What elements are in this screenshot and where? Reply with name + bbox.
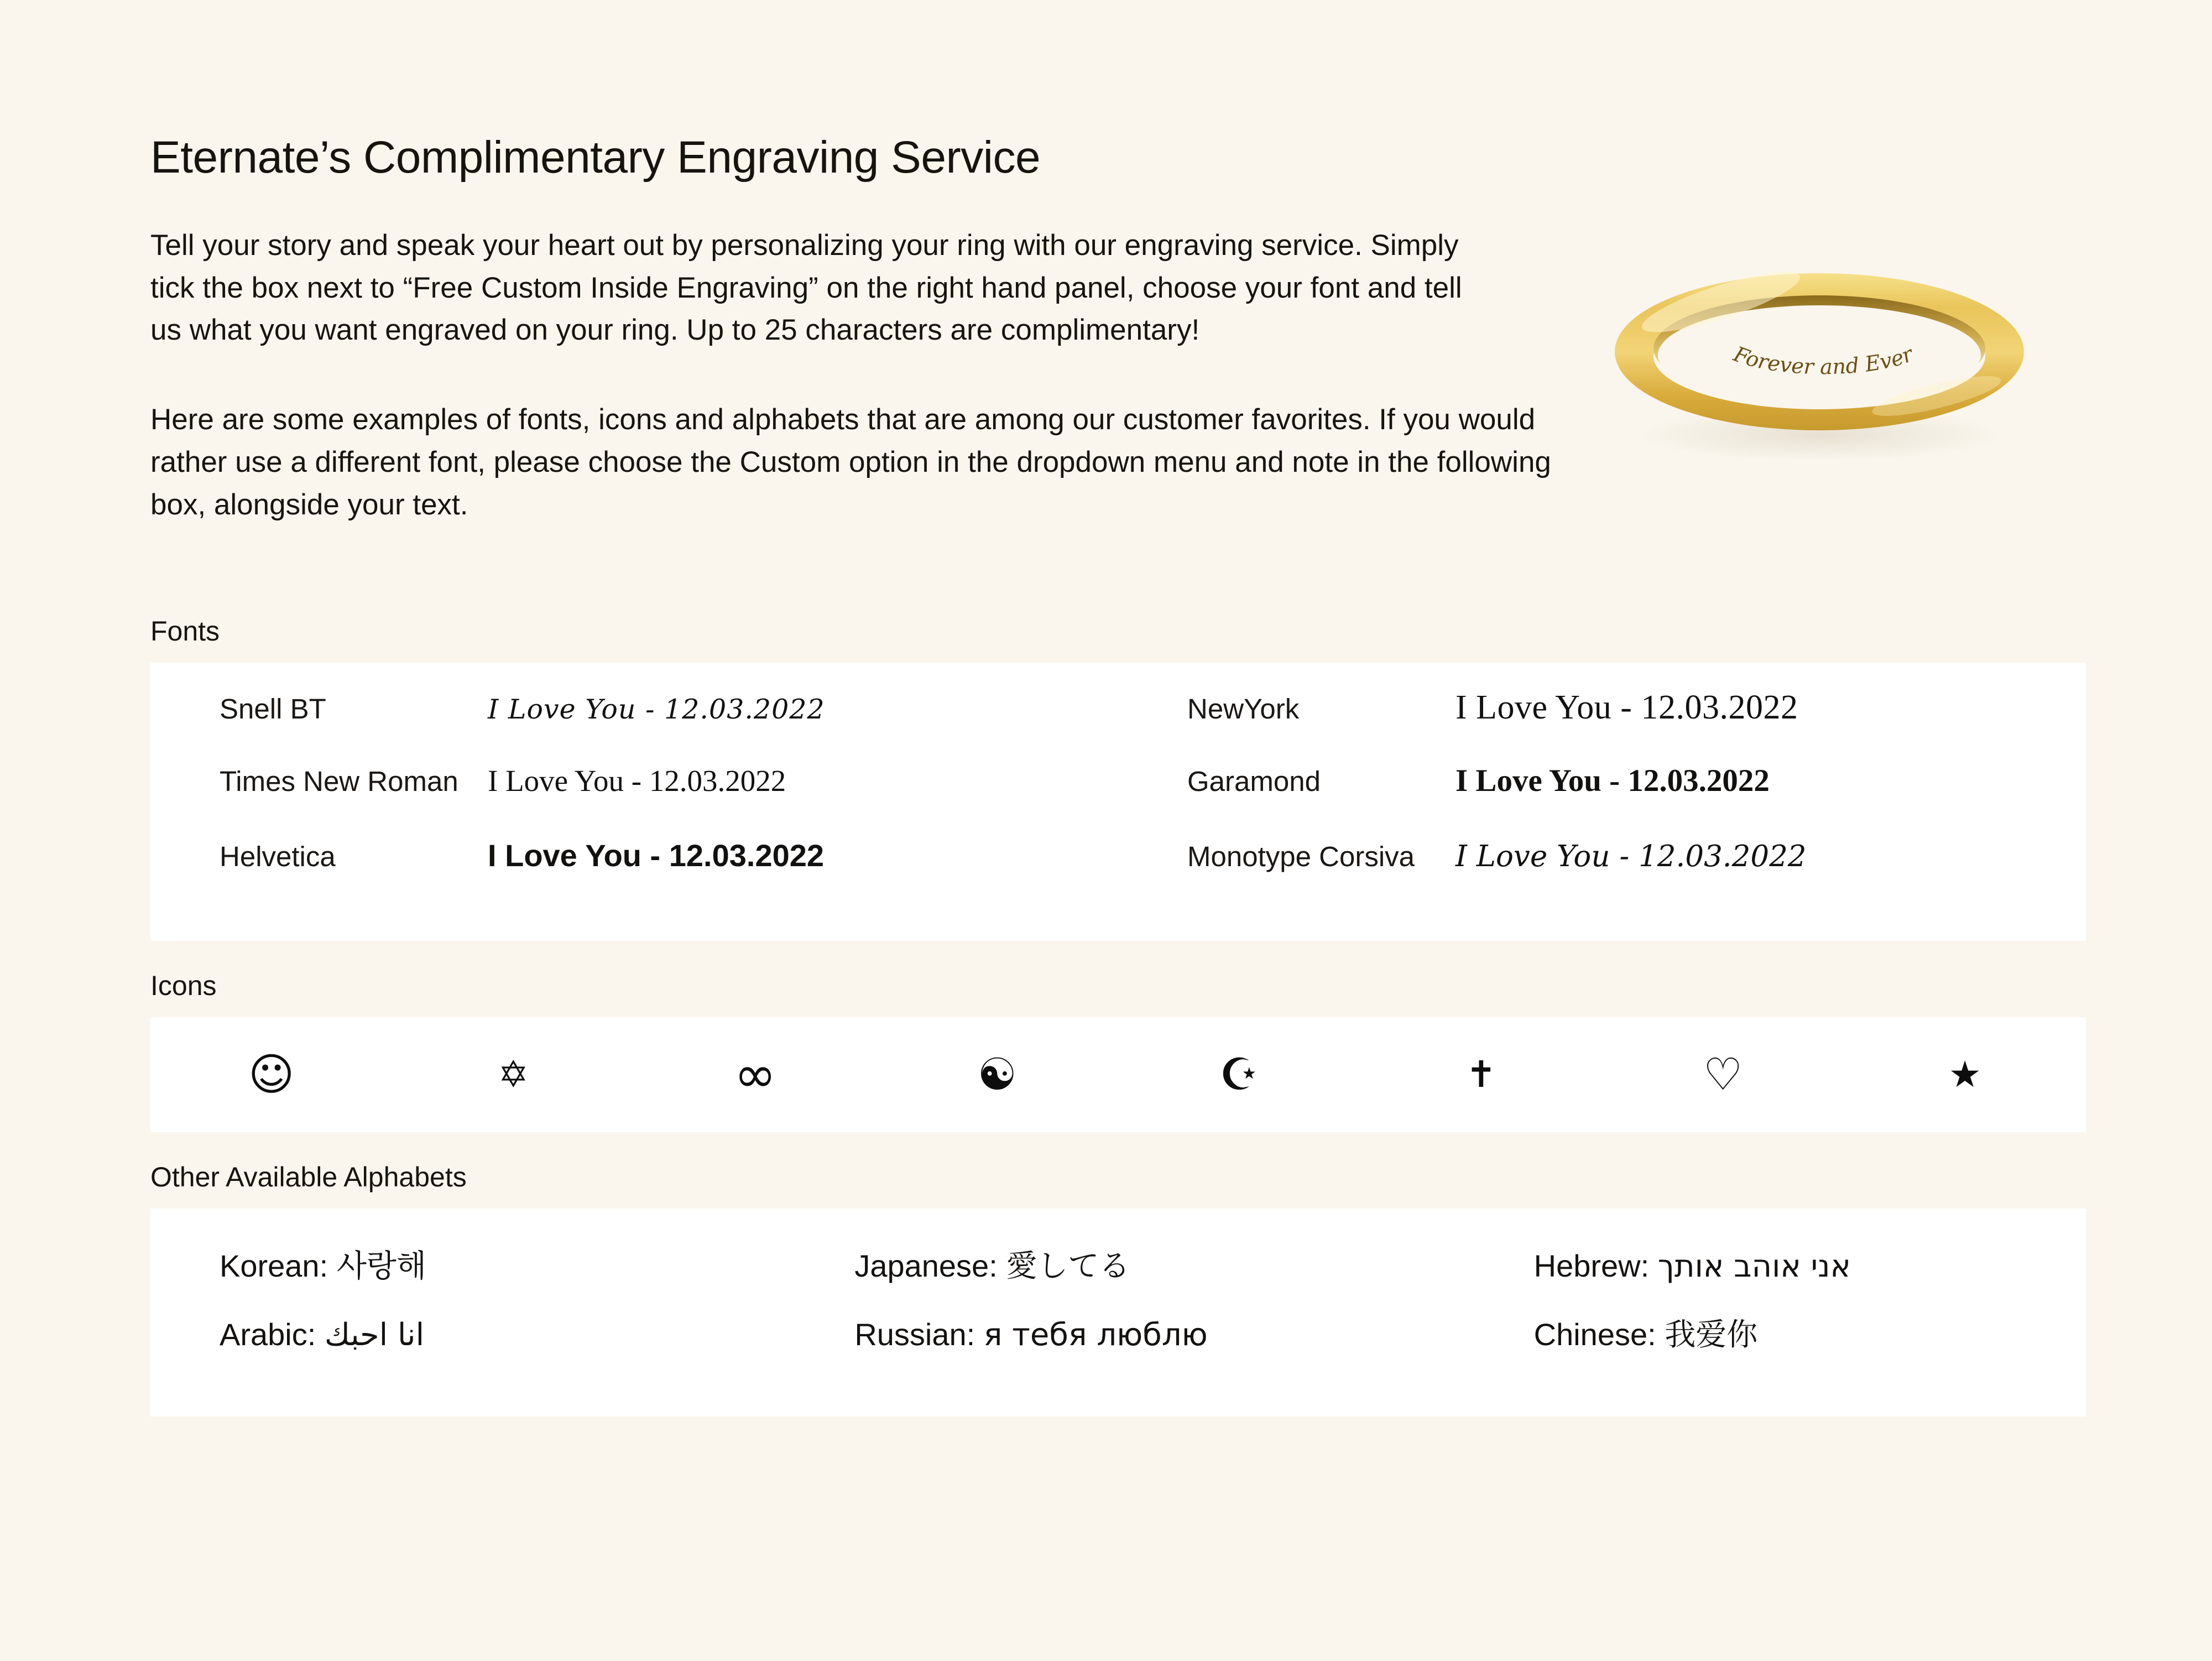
intro-block <box>150 225 2091 526</box>
font-option-times-new-roman[interactable] <box>150 763 1118 798</box>
font-sample: I Love You - 12.03.2022 <box>488 763 786 798</box>
intro-line: rather use a different font, please choose the Custom option in the dropdown menu and note in the following <box>150 445 1551 478</box>
page-content <box>150 0 2091 1417</box>
font-name: Garamond <box>1187 765 1321 797</box>
icons-panel <box>150 1017 2086 1132</box>
alphabet-row <box>150 1310 2086 1379</box>
alphabet-sample: я тебя люблю <box>983 1316 1208 1353</box>
alphabet-sample: 愛してる <box>1006 1248 1130 1284</box>
alphabet-sample: انا احبك <box>324 1316 425 1353</box>
yin-yang-icon[interactable]: ☯ <box>977 1048 1018 1100</box>
font-option-snell-bt[interactable] <box>150 692 1118 725</box>
alphabet-sample: 我爱你 <box>1665 1316 1758 1353</box>
font-option-helvetica[interactable] <box>150 837 1118 873</box>
font-sample: I Love You - 12.03.2022 <box>488 837 825 873</box>
font-option-monotype-corsiva[interactable] <box>1118 840 2086 873</box>
heart-outline-icon[interactable]: ♡ <box>1703 1048 1743 1100</box>
alphabet-label: Korean: <box>220 1248 337 1283</box>
ring-engraving-text: Forever and Ever <box>1730 341 1917 379</box>
font-option-garamond[interactable] <box>1118 763 2086 799</box>
icons-section-label: Icons <box>150 970 217 1001</box>
page-title: Eternate’s Complimentary Engraving Service <box>150 132 1041 183</box>
font-name: Times New Roman <box>220 765 458 797</box>
star-filled-icon[interactable]: ★ <box>1948 1053 1981 1096</box>
alphabet-japanese <box>771 1242 1406 1286</box>
gold-ring-image <box>1555 214 2086 501</box>
alphabet-label: Arabic: <box>220 1316 325 1352</box>
font-name: NewYork <box>1187 692 1300 725</box>
fonts-panel <box>150 663 2086 941</box>
intro-paragraph-1: Tell your story and speak your heart out by personalizing your ring with our engraving service. Simply tick the box next to “Free Custom Inside Engraving” on the right hand panel, choose your font and tell us what you want engraved on your ring. Up to 25 characters are complimentary! <box>150 229 1462 346</box>
font-row <box>150 688 2086 763</box>
intro-line: box, alongside your text. <box>150 488 468 521</box>
alphabet-label: Chinese: <box>1533 1316 1665 1352</box>
cross-icon[interactable]: ✝ <box>1465 1053 1496 1096</box>
alphabet-sample: 사랑해 <box>336 1248 426 1284</box>
alphabet-label: Russian: <box>854 1316 984 1352</box>
alphabet-hebrew <box>1407 1248 2086 1284</box>
alphabet-arabic <box>150 1316 771 1353</box>
font-row <box>150 763 2086 837</box>
smiley-face-icon[interactable]: ☺ <box>248 1048 295 1100</box>
alphabet-korean <box>150 1242 771 1286</box>
font-option-newyork[interactable] <box>1118 688 2086 727</box>
font-sample: I Love You - 12.03.2022 <box>488 693 825 725</box>
font-name: Snell BT <box>220 692 326 725</box>
star-and-crescent-icon[interactable]: ☪ <box>1219 1048 1259 1100</box>
font-sample: I Love You - 12.03.2022 <box>1455 763 1770 798</box>
intro-line: Here are some examples of fonts, icons and alphabets that are among our customer favorites. If you would <box>150 403 1536 436</box>
font-name: Monotype Corsiva <box>1187 840 1415 872</box>
fonts-section-label: Fonts <box>150 615 220 647</box>
alphabet-label: Hebrew: <box>1533 1248 1658 1283</box>
alphabet-row <box>150 1242 2086 1310</box>
star-of-david-icon[interactable]: ✡ <box>498 1053 529 1096</box>
font-sample: I Love You - 12.03.2022 <box>1455 839 1807 873</box>
alphabet-label: Japanese: <box>854 1248 1006 1283</box>
font-row <box>150 837 2086 912</box>
alphabet-russian <box>771 1316 1406 1353</box>
infinity-icon[interactable]: ∞ <box>734 1044 777 1104</box>
alphabets-section-label: Other Available Alphabets <box>150 1161 467 1193</box>
alphabet-chinese <box>1407 1310 2086 1355</box>
font-name: Helvetica <box>220 840 336 872</box>
alphabet-sample: אני אוהב אותך <box>1657 1248 1851 1284</box>
font-sample: I Love You - 12.03.2022 <box>1455 688 1798 726</box>
alphabets-panel <box>150 1209 2086 1417</box>
